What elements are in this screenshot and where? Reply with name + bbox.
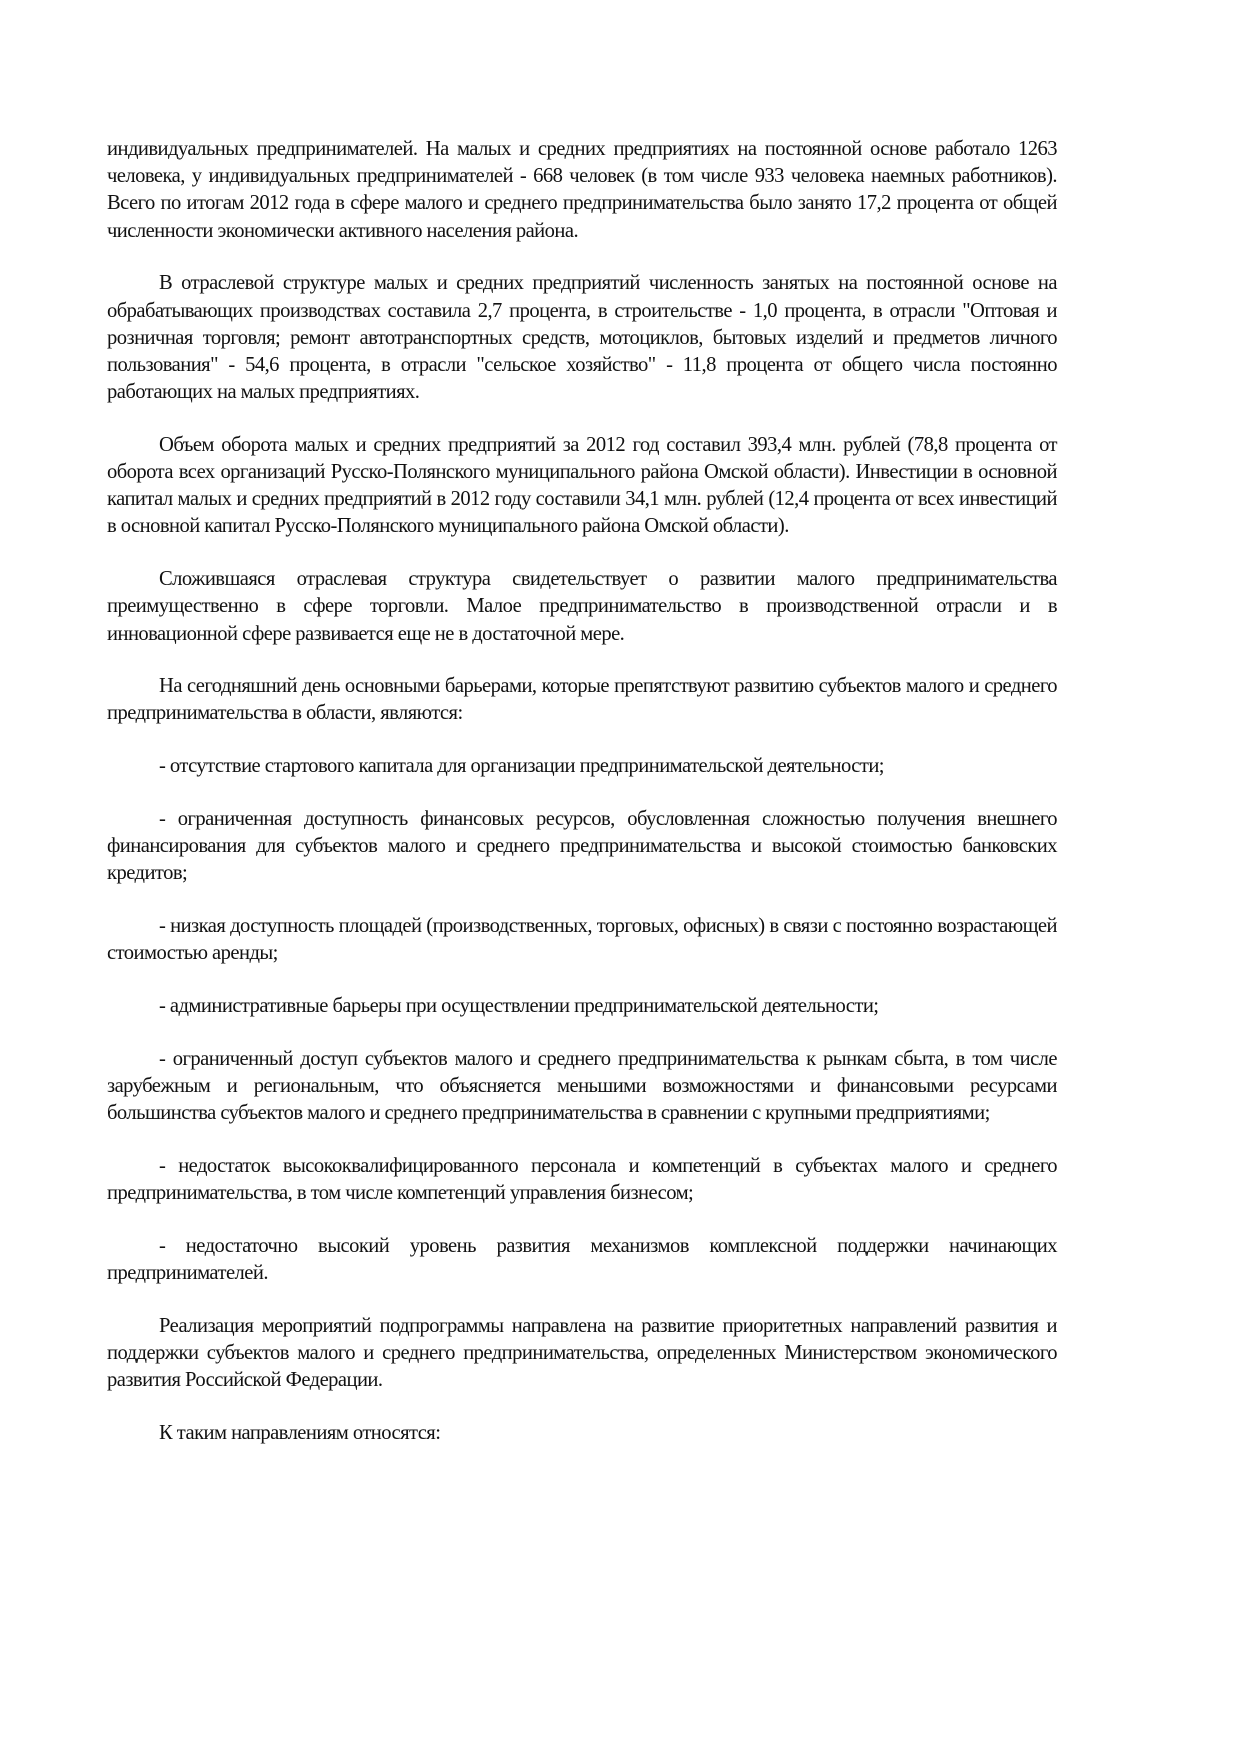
list-item-barrier-personnel: - недостаток высококвалифицированного персонала и компетенций в субъектах малого и среднего предпринимательства, в том числе компетенций управления бизнесом; xyxy=(107,1154,1057,1204)
list-item-barrier-markets: - ограниченный доступ субъектов малого и среднего предпринимательства к рынкам сбыта, в том числе зарубежным и региональным, что объясняется меньшими возможностями и финансовыми ресурсами большинства субъектов малого и среднего предпринимательства в сравнении с крупными предприятиями; xyxy=(107,1047,1057,1124)
paragraph-barriers-intro: На сегодняшний день основными барьерами, которые препятствуют развитию субъектов малого и среднего предпринимательства в области, являются: xyxy=(107,675,1057,725)
list-item-barrier-capital: - отсутствие стартового капитала для организации предпринимательской деятельности; xyxy=(159,755,884,778)
paragraph-sector-structure: В отраслевой структуре малых и средних предприятий численность занятых на постоянной основе на обрабатывающих производствах составила 2,7 процента, в строительстве - 1,0 процента, в отрасли "Оптовая и розничная торговля; ремонт автотранспортных средств, мотоциклов, бытовых изделий и предметов личного пользования" - 54,6 процента, в отрасли "сельское хозяйство" - 11,8 процента от общего числа постоянно работающих на малых предприятиях. xyxy=(107,272,1057,404)
paragraph-employment-summary: индивидуальных предпринимателей. На малых и средних предприятиях на постоянной основе работало 1263 человека, у индивидуальных предпринимателей - 668 человек (в том числе 933 человека наемных работников). Всего по итогам 2012 года в сфере малого и среднего предпринимательства было занято 17,2 процента от общей численности экономически активного населения района. xyxy=(107,138,1057,242)
paragraph-directions-intro: К таким направлениям относятся: xyxy=(159,1421,441,1444)
list-item-barrier-finance: - ограниченная доступность финансовых ресурсов, обусловленная сложностью получения внешнего финансирования для субъектов малого и среднего предпринимательства и высокой стоимостью банковских кредитов; xyxy=(107,807,1057,885)
paragraph-subprogram-goal: Реализация мероприятий подпрограммы направлена на развитие приоритетных направлений развития и поддержки субъектов малого и среднего предпринимательства, определенных Министерством экономического развития Российской Федерации. xyxy=(107,1314,1057,1391)
list-item-barrier-support: - недостаточно высокий уровень развития механизмов комплексной поддержки начинающих предпринимателей. xyxy=(107,1234,1057,1284)
paragraph-turnover-investment: Объем оборота малых и средних предприятий за 2012 год составил 393,4 млн. рублей (78,8 процента от оборота всех организаций Русско-Полянского муниципального района Омской области). Инвестиции в основной капитал малых и средних предприятий в 2012 году составили 34,1 млн. рублей (12,4 процента от всех инвестиций в основной капитал Русско-Полянского муниципального района Омской области). xyxy=(107,433,1057,538)
list-item-barrier-premises: - низкая доступность площадей (производственных, торговых, офисных) в связи с постоянно возрастающей стоимостью аренды; xyxy=(107,914,1057,965)
document-page xyxy=(107,136,1057,1472)
list-item-barrier-administrative: - административные барьеры при осуществлении предпринимательской деятельности; xyxy=(159,994,879,1017)
paragraph-structure-conclusion: Сложившаяся отраслевая структура свидетельствует о развитии малого предпринимательства преимущественно в сфере торговли. Малое предпринимательство в производственной отрасли и в инновационной сфере развивается еще не в достаточной мере. xyxy=(107,568,1057,645)
